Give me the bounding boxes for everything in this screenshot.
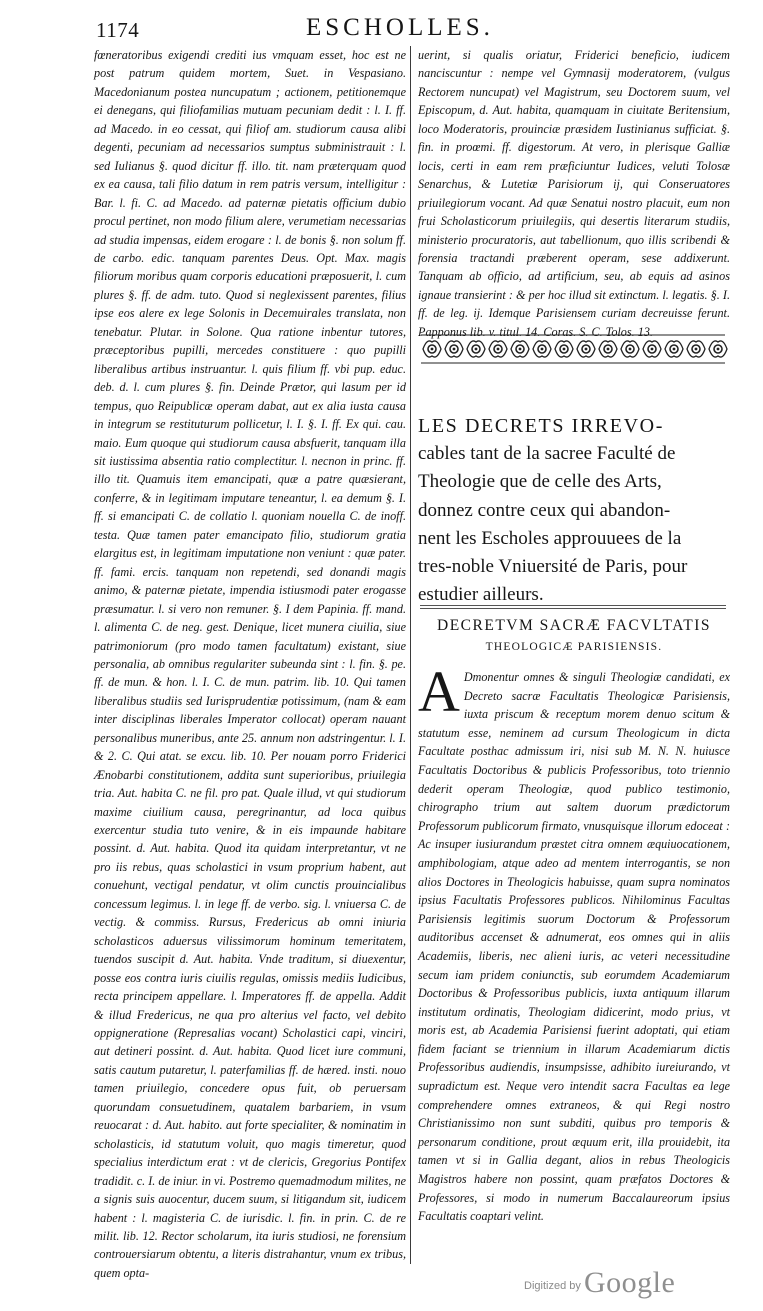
fleuron-icon [467,341,485,357]
decree-title-line: tres-noble Vniuersité de Paris, pour [418,556,688,578]
fleuron-icon [555,341,573,357]
decree-title-line: LES DECRETS IRREVO- [418,415,664,437]
decree-title-line: Theologie que de celle des Arts, [418,471,662,493]
section-rule-top [420,605,726,606]
decree-title-line: cables tant de la sacree Faculté de [418,443,676,465]
decree-title-line: estudier ailleurs. [418,584,544,606]
fleuron-icon [665,341,683,357]
left-column-text: fœneratoribus exigendi crediti ius vmquam esset, hoc est ne post patrum quidem mortem, Suet. in Vespasiano. Macedonianum postea nuncupatum ; actionem, petitionemque ei denegans, qui filiofamilias mutuam pecuniam dedit : l. I. ff. ad Macedo. in eo cessat, qui filiof am. studiorum causa alibi degenti, pecuniam ad necessarios sumptus subministrauit : l. sed Iulianus §. quod dicitur ff. illo. tit. nam præterquam quod ex ea causa, tali filio datum in rem patris versum, intelligitur : Bar. l. fi. C. ad Macedo. ad paternæ pietatis officium dubio procul pertinet, non modo filium alere, verumetiam necessarias ad studia impensas, eidem erogare : l. de bonis §. non solum ff. de carbo. edic. tanquam parentes Deus. Opt. Max. magis filiorum moribus quam corporis educationi præposuerit, l. cum plures §. ff. de adm. tuto. Quod si neglexissent parentes, filius ipse eos alere ex lege Solonis in Decemuirales translata, non tenebatur. Plutar. in Solone. Qua ratione inbentur tutores, præceptoribus pupilli, mercedes constituere : quo pupilli liberalibus artibus instruantur. l. quis filium ff. vbi pup. educ. deb. d. l. cum plures §. fin. Deinde Prætor, qui lasum per id tempus, quo Reipublicæ operam dabat, aut ex alia iusta causa in integrum se restituturum pollicetur, l. I. §. I. ff. Ex qui. cau. maio. Eum quoque qui studiorum causa absfuerit, tanquam illa sit iustissima absentia ratio complectitur. l. necnon in princ. ff. illo tit. Quamuis item emancipati, quæ a patre quæsierant, conferre, & in legitimam imputare teneantur, l. ea demum §. I. ff. si emancipati C. de collatio l. quoniam nouella C. de inoff. testa. Quæ tamen pater emancipato filio, studiorum gratia elargitus est, in legitimam imputatione non veniunt : quæ pater. ff. fami. ercis. tanquam non repetendi, sed donandi magis animo, & paternæ pietate, impendia istiusmodi pater erogasse præsumatur. l. si vero non remuner. §. I dem Papinia. ff. mand. l. alimenta C. de neg. gest. Denique, licet munera ciuilia, siue patrimoniorum (pro modo tamen facultatum) existant, siue personalia, ab omnibus regulariter subeunda sint : l. fin. §. pe. ff. de mun. & hon. l. I. C. de mun. patrim. lib. 10. Qui tamen liberalibus studiis sed Iurisprudentiæ potissimum, (nam & eam inter disciplinas liberales Imperator collocat) operam nauant personalibus muneribus, ante 25. annum non adstringentur. l. I. & 2. C. Qui atat. se excu. lib. 10. Per nouam porro Friderici Ænobarbi constitutionem, addita sunt superioribus, priuilegia tria. Aut. habita C. ne fil. pro pat. Quale illud, vt qui studiorum maxime ciuilium causa, peregrinantur, ad loca quibus exercentur studia tuto venire, & in eis impaunde habitare possint. d. Aut. habita. Quod ita quidam interpretantur, vt ne pro iis rebus, quas scholastici in vsum proprium habent, aut conuehunt, vectigal pendatur, vt olim cunctis prouincialibus concessum legimus. l. in lege ff. de verbo. sig. l. vniuersa C. de vectig. & commiss. Rursus, Fredericus ab omni iniuria scholasticos aduersus vilissimorum hominum temeritatem, tuendos suscipit d. Aut. habita. Vnde traditum, si diuexentur, posse eos contra iuris ciuilis regulas, omissis mediis Iudicibus, recta principem appellare. l. Imperatores ff. de appella. Addit & illud Fredericus, ne qua pro alterius vel facto, vel debito oppigneratione (Represalias vocant) Scholastici capi, vinciri, aut detineri possint. d. Aut. habita. Quod licet iure communi, satis cautum putaretur, l. paterfamilias ff. de hæred. insti. nouo tamen priuilegio, concedere opus fuit, ob peruersam quorundam consuetudinem, quatalem barbariem, in vsum reuocarat : d. Aut. habito. aut forte specialiter, & nominatim in scholasticis, id statutum voluit, quo magis timeretur, quod specialius interdictum erat : vt de clericis, Gregorius Pontifex tradidit. c. I. de iniur. in vi. Postremo quemadmodum milites, ne a signis suis auocentur, ducem suum, si litigandum sit, iudicem habent : l. magisteria C. de iurisdic. l. fin. in prin. C. de re milit. lib. 12. Rector scholarum, ita iuris studiosi, ne forensium controuersiarum obtentu, a literis distrahantur, vnum ex tribus, quem opta- [94,48,406,1280]
decree-body-text: Dmonentur omnes & singuli Theologiæ candidati, ex Decreto sacræ Facultatis Theologicæ Parisiensis, iuxta priscum & receptum morem denuo scitum & statutum esse, neminem ad cursum Theologicum in dicta Facultate posthac admissum iri, nisi sub M. N. N. huiusce Facultatis Doctoribus & publicis Professoribus, toto triennio dederit operam Theologiæ, quod publico testimonio, chirographo trium aut saltem duorum prædictorum Professorum publicorum firmato, vnusquisque illorum edoceat : Ac insuper iusiurandum præstet citra omnem æquiuocationem, amphibologiam, atque adeo ad mentem interrogantis, se non alios Doctores in Theologicis habuisse, quam supra nominatos ipsius Facultatis Professores publicos. Nihilominus Facultas Parisiensis legitimis suorum Doctorum & Professorum auditoribus accenset & adnumerat, eos omnes qui in aliis Academiis, liberis, nec alieni iuris, ac veteri necessitudine secum iam pridem coniunctis, sub eorumdem Academiarum Doctoribus & Professoribus publicis, iuxta antiquum illarum institutum ordinatis, Theologiam didicerint, modo prius, vt moris est, ab Academia Parisiensi fuerint adoptati, qui etiam fidem faciant se triennium in illarum Academiarum dictis Professoribus audiendis, insumpsisse, adhibito iureiurando, vt supradictum est. Neque vero intendit sacra Facultas ea lege comprehendere omnes extraneos, & qui Regi nostro Christianissimo non sunt subditi, quibus pro temporis & personarum conditione, prout æquum erit, illa prouidebit, ita tamen vt si in Gallia degant, alios in rebus Theologicis Magistros habere non possint, quam præfatos Doctores & Professores, si modo in numerum Baccalaureorum ipsius Facultatis coaptari velint. [418,670,730,1224]
decree-title-line: donnez contre ceux qui abandon- [418,499,671,521]
fleuron-icon [687,341,705,357]
running-title: ESCHOLLES. [306,14,494,41]
fleuron-icon [511,341,529,357]
decree-body [418,659,730,1264]
fleuron-icon [621,341,639,357]
fleuron-icon [577,341,595,357]
decree-title [418,412,730,609]
decree-title-line: nent les Escholes approuuees de la [418,527,682,549]
fleuron-icon [599,341,617,357]
right-column-top-text [418,46,730,339]
watermark-logo: Google [584,1266,676,1299]
decorative-ornament-band [421,333,725,365]
watermark-prefix: Digitized by [524,1280,581,1292]
fleuron-icon [423,341,441,357]
digitization-watermark [524,1266,724,1302]
fleuron-icon [709,341,727,357]
left-column [94,46,406,1280]
fleuron-icon [643,341,661,357]
drop-cap: A [418,659,460,724]
decree-subheading: DECRETVM SACRÆ FACVLTATIS [437,617,711,634]
fleuron-icon [533,341,551,357]
section-rule-bottom [420,608,726,609]
page-number: 1174 [96,18,140,42]
decree-subheading-secondary: THEOLOGICÆ PARISIENSIS. [485,641,663,653]
fleuron-icon [445,341,463,357]
fleuron-icon [489,341,507,357]
right-column-continuation: uerint, si qualis oriatur, Friderici beneficio, iudicem nanciscuntur : nempe vel Gymnasij moderatorem, (vulgus Rectorem nuncupat) vel Magistrum, seu Doctorem suum, vel Episcopum, d. Aut. habita, quamquam in ciuitate Beritensium, loco Moderatoris, prouinciæ præsidem Iustinianus sufficiat. §. fin. in proœmi. ff. digestorum. At vero, in plerisque Galliæ locis, certi in eam rem præficiuntur Iudices, veluti Tolosæ Senarchus, & Lutetiæ Parisiorum ij, qui Conseruatores priuilegiorum vocant. Ad quæ Senatui nostro placuit, eum non frui Scholasticorum priuilegiis, qui desertis literarum studiis, ministerio procuratoris, aut tabellionum, quo illis scribendi & forensia tractandi præberent operam, sese addixerunt. Tanquam ab officio, ad artificium, seu, ab equis ad asinos ignaue transierint : & per hoc illud sit extinctum. l. legatis. §. I. ff. de leg. ij. Idemque Parisiensem curiam decreuisse ferunt. Papponus lib. v. titul. 14. Coras. S. C. Tolos. 13. [418,48,730,339]
fleuron-border-icon [421,333,725,365]
column-divider [410,46,411,1264]
